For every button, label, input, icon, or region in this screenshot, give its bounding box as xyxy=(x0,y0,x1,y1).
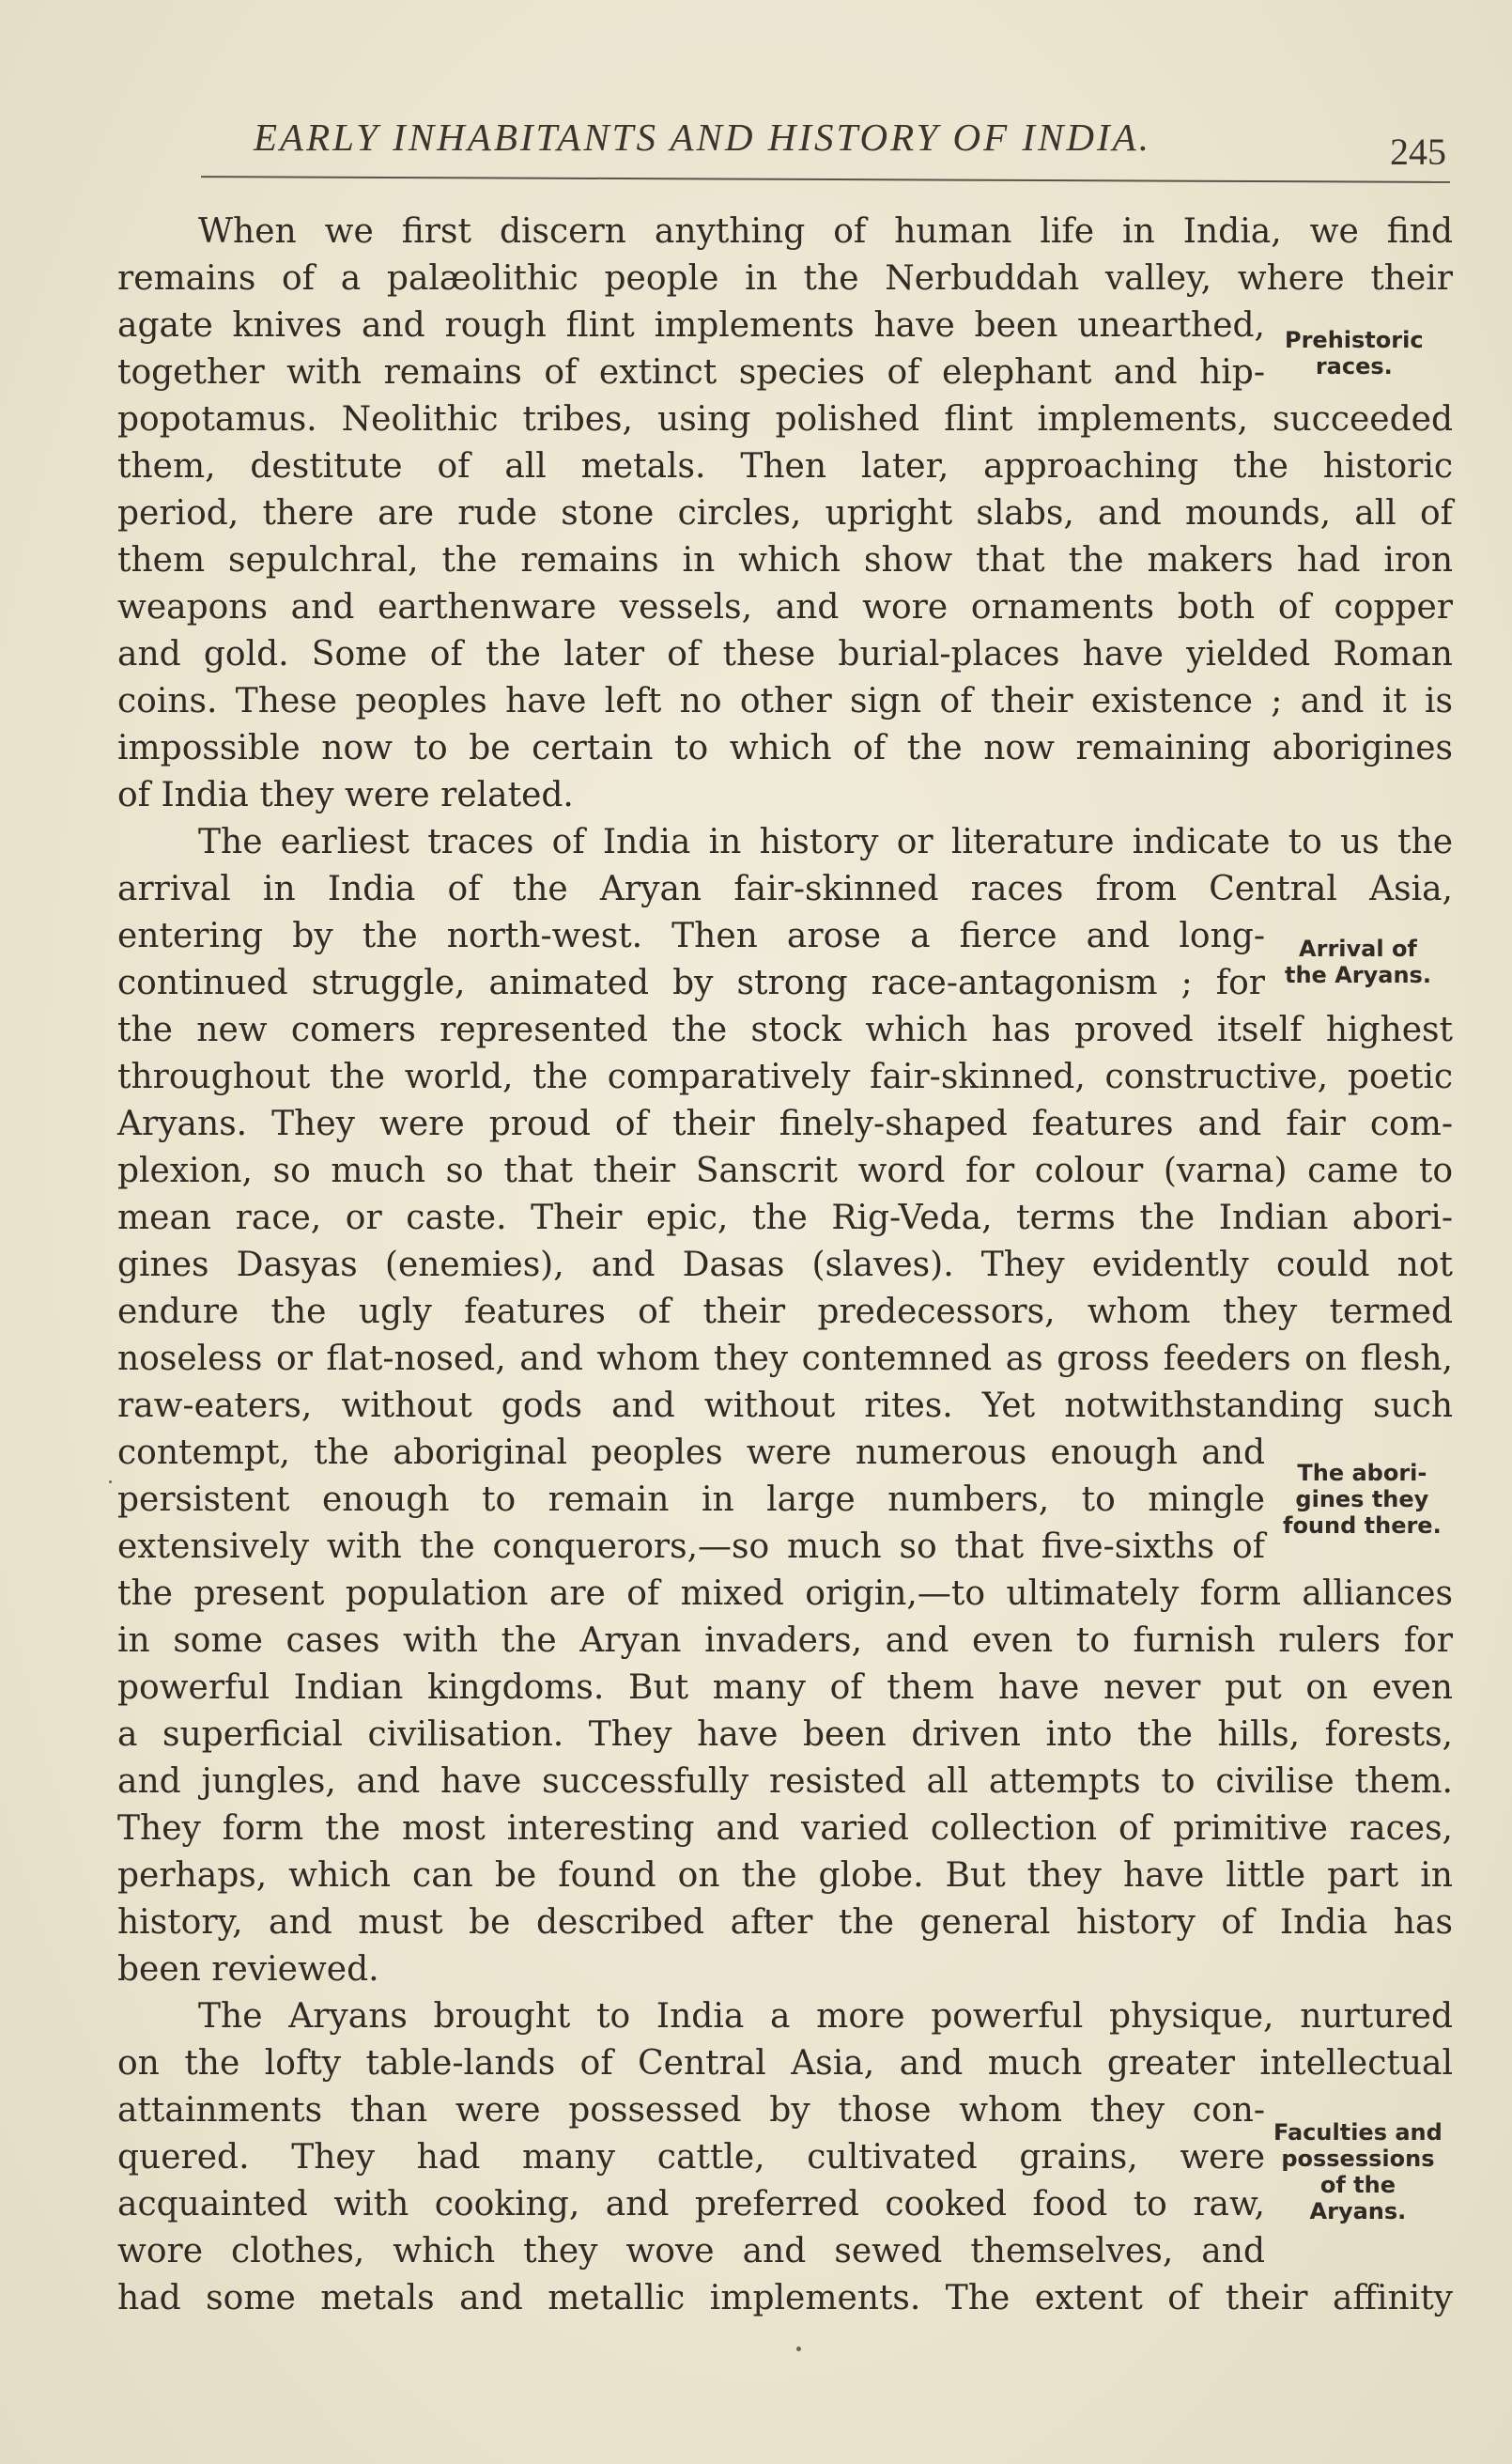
text-line: in some cases with the Aryan invaders, and even to furnish rulers for xyxy=(117,1621,1453,1660)
text-line: plexion, so much so that their Sanscrit word for colour (varna) came to xyxy=(117,1152,1453,1190)
text-line: wore clothes, which they wove and sewed themselves, and xyxy=(117,2232,1265,2270)
text-line: extensively with the conquerors,—so much so that five-sixths of xyxy=(117,1527,1265,1566)
sidenote-faculties-of-aryans xyxy=(1273,2119,1443,2224)
print-speck xyxy=(109,1480,112,1483)
text-line: remains of a palæolithic people in the Nerbuddah valley, where their xyxy=(117,259,1453,298)
header-rule xyxy=(201,176,1450,183)
text-line: arrival in India of the Aryan fair-skinned races from Central Asia, xyxy=(117,870,1453,908)
text-line: endure the ugly features of their predecessors, whom they termed xyxy=(117,1293,1453,1331)
sidenote-prehistoric-races xyxy=(1285,327,1424,380)
running-title: EARLY INHABITANTS AND HISTORY OF INDIA. xyxy=(254,116,1151,159)
text-line: Aryans. They were proud of their finely-shaped features and fair com- xyxy=(117,1105,1453,1143)
sidenote-line: Arrival of xyxy=(1299,936,1417,962)
sidenote-arrival-of-aryans xyxy=(1285,936,1431,988)
sidenote-line: found there. xyxy=(1283,1512,1442,1539)
text-line: noseless or flat-nosed, and whom they contemned as gross feeders on flesh, xyxy=(117,1340,1453,1378)
text-line: of India they were related. xyxy=(117,776,574,814)
text-line: them, destitute of all metals. Then later, approaching the historic xyxy=(117,447,1453,486)
text-line: on the lofty table-lands of Central Asia, and much greater intellectual xyxy=(117,2044,1453,2083)
text-line: entering by the north-west. Then arose a fierce and long- xyxy=(117,917,1265,955)
body-text xyxy=(117,209,1453,2322)
text-line: They form the most interesting and varied collection of primitive races, xyxy=(117,1809,1453,1848)
text-line: history, and must be described after the general history of India has xyxy=(117,1903,1453,1942)
sidenote-line: the Aryans. xyxy=(1285,962,1431,988)
text-line: and jungles, and have successfully resisted all attempts to civilise them. xyxy=(117,1762,1453,1801)
text-line: attainments than were possessed by those whom they con- xyxy=(117,2091,1265,2130)
sidenote-line: Faculties and xyxy=(1273,2119,1443,2146)
sidenote-line: Prehistoric xyxy=(1285,327,1424,353)
text-line: a superficial civilisation. They have been driven into the hills, forests, xyxy=(117,1715,1453,1754)
text-line: continued struggle, animated by strong race-antagonism ; for xyxy=(117,964,1265,1002)
sidenote-line: possessions xyxy=(1281,2146,1435,2172)
text-line: mean race, or caste. Their epic, the Rig-Veda, terms the Indian abori- xyxy=(117,1199,1453,1237)
text-line: had some metals and metallic implements. The extent of their affinity xyxy=(117,2279,1453,2317)
text-line: been reviewed. xyxy=(117,1950,379,1989)
sidenote-line: gines they xyxy=(1295,1486,1429,1512)
text-line: quered. They had many cattle, cultivated grains, were xyxy=(117,2138,1265,2177)
text-line: acquainted with cooking, and preferred cooked food to raw, xyxy=(117,2185,1265,2224)
text-line: raw-eaters, without gods and without rites. Yet notwithstanding such xyxy=(117,1387,1453,1425)
text-line: popotamus. Neolithic tribes, using polished flint implements, succeeded xyxy=(117,400,1453,439)
text-line: contempt, the aboriginal peoples were numerous enough and xyxy=(117,1433,1265,1472)
text-line: the present population are of mixed origin,—to ultimately form alliances xyxy=(117,1574,1453,1613)
text-line: When we first discern anything of human life in India, we find xyxy=(198,212,1453,251)
sidenote-line: of the xyxy=(1319,2172,1396,2198)
sidenote-aborigines-found xyxy=(1283,1460,1442,1539)
text-line: The Aryans brought to India a more powerful physique, nurtured xyxy=(198,1997,1453,2036)
text-line: and gold. Some of the later of these burial-places have yielded Roman xyxy=(117,635,1453,674)
text-line: together with remains of extinct species of elephant and hip- xyxy=(117,353,1265,392)
text-line: persistent enough to remain in large numbers, to mingle xyxy=(117,1480,1265,1519)
sidenote-line: The abori- xyxy=(1297,1460,1427,1486)
text-line: gines Dasyas (enemies), and Dasas (slaves). They evidently could not xyxy=(117,1246,1453,1284)
page-number: 245 xyxy=(1390,131,1446,173)
text-line: them sepulchral, the remains in which show that the makers had iron xyxy=(117,541,1453,580)
text-line: throughout the world, the comparatively fair-skinned, constructive, poetic xyxy=(117,1058,1453,1096)
text-line: weapons and earthenware vessels, and wore ornaments both of copper xyxy=(117,588,1453,627)
text-line: The earliest traces of India in history or literature indicate to us the xyxy=(198,823,1453,861)
sidenote-line: races. xyxy=(1315,353,1393,380)
sidenote-line: Aryans. xyxy=(1309,2198,1407,2224)
text-line: coins. These peoples have left no other sign of their existence ; and it is xyxy=(117,682,1453,721)
text-line: perhaps, which can be found on the globe. But they have little part in xyxy=(117,1856,1453,1895)
text-line: period, there are rude stone circles, upright slabs, and mounds, all of xyxy=(117,494,1453,533)
print-speck xyxy=(796,2347,801,2351)
text-line: impossible now to be certain to which of the now remaining aborigines xyxy=(117,729,1453,767)
text-line: the new comers represented the stock which has proved itself highest xyxy=(117,1011,1453,1049)
text-line: agate knives and rough flint implements have been unearthed, xyxy=(117,306,1265,345)
text-line: powerful Indian kingdoms. But many of them have never put on even xyxy=(117,1668,1453,1707)
